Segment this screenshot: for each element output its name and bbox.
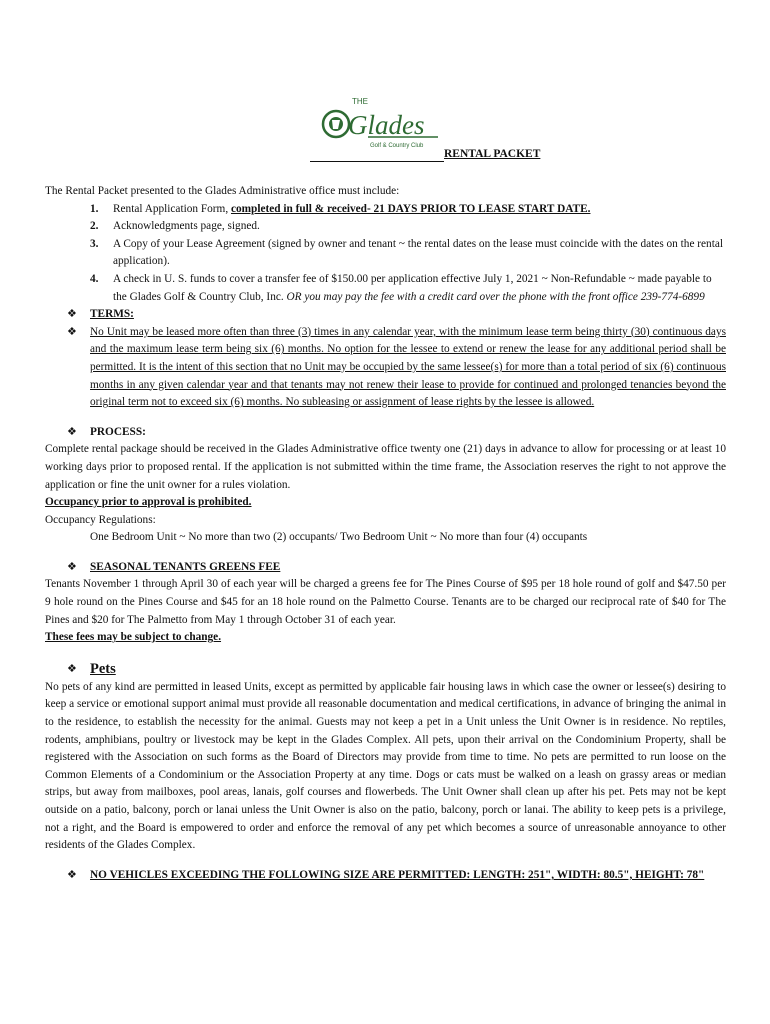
list-item: 3. A Copy of your Lease Agreement (signed by owner and tenant ~ the rental dates on the lease must coincide with the dates on the rental application). <box>90 237 723 268</box>
occupancy-warning: Occupancy prior to approval is prohibited. <box>45 496 252 509</box>
list-item: 2. Acknowledgments page, signed. <box>90 220 260 233</box>
glades-logo <box>312 93 446 153</box>
diamond-bullet-icon: ❖ <box>67 308 77 321</box>
header-row <box>310 146 560 164</box>
requirements-list <box>45 201 726 307</box>
terms-section: ❖ No Unit may be leased more often than three (3) times in any calendar year, with the minimum lease term being thirty (30) continuous days and the maximum lease term being six (6) months. No option for the lessee to extend or renew the lease for any additional period shall be permitted. It is the intent of this section that no Unit may be occupied by the same lessee(s) for more than a total period of six (6) continuous months in any given calendar year and that tenants may not renew their lease to provide for continued and prolonged tenancies beyond the original term not to exceed six (6) months. No subleasing or assignment of lease rights by the lessee is allowed. <box>67 325 726 409</box>
diamond-bullet-icon: ❖ <box>67 662 77 675</box>
process-text: Complete rental package should be received in the Glades Administrative office twenty one (21) days in advance to allow for processing or at least 10 working days prior to proposed rental. If the application is not submitted within the time frame, the Association reserves the right to not approve the application or fine the unit owner for a rules violation. <box>45 443 726 491</box>
intro-text: The Rental Packet presented to the Glades Administrative office must include: <box>45 185 400 197</box>
logo-tagline-text: Golf & Country Club <box>370 143 424 149</box>
process-heading: ❖ PROCESS: <box>45 424 726 442</box>
page-title: RENTAL PACKET <box>444 148 541 160</box>
list-item: 4. A check in U. S. funds to cover a transfer fee of $150.00 per application effective July 1, 2021 ~ Non-Refundable ~ made payable to the Glades Golf & Country Club, Inc. OR you may pay the fee with a credit card over the phone with the front office 239-774-6899 <box>90 272 712 303</box>
diamond-bullet-icon: ❖ <box>67 560 77 573</box>
pets-text: No pets of any kind are permitted in leased Units, except as permitted by applicable fair housing laws in which case the owner or lessee(s) desiring to keep a service or emotional support animal must provide all reasonable documentation and medical certifications, in advance of bringing the animal in to the residence, to establish the necessity for the animal. Guests may not keep a pet in a Unit unless the Unit Owner is in residence. No reptiles, rodents, amphibians, poultry or livestock may be kept in the Glades Complex. All pets, upon their arrival on the Condominium Property, shall be registered with the Association on such forms as the Board of Directors may provide from time to time. No pets are permitted to run loose on the Common Elements of a Condominium or the Association Property at any time. Dogs or cats must be walked on a leash on grassy areas or median strips, but away from mailboxes, pool areas, lanais, golf courses and flowerbeds. The Unit Owner shall clean up after his pet. Pets may not be kept outside on a patio, balcony, porch or lanai unless the Unit Owner is also on the patio, balcony, porch or lanai. The ability to keep pets is a privilege, not a right, and the Board is empowered to order and enforce the removal of any pet which becomes a source of unreasonable annoyance to other residents of the Glades Complex. <box>45 680 726 852</box>
pets-heading: ❖ Pets <box>67 660 116 677</box>
document-body <box>45 183 726 884</box>
header-rule <box>310 161 444 162</box>
terms-heading: ❖ TERMS: <box>45 306 726 324</box>
occupancy-label: Occupancy Regulations: <box>45 513 156 526</box>
seasonal-text: Tenants November 1 through April 30 of each year will be charged a greens fee for The Pines Course of $95 per 18 hole round of golf and $47.50 per 9 hole round on the Pines Course and $45 for an 18 hole round on the Palmetto Course. Tenants are to be charged our reciprocal rate of $40 for The Pines and $20 for The Palmetto from May 1 through October 31 of each year. <box>45 578 726 626</box>
list-item: 1. Rental Application Form, completed in full & received- 21 DAYS PRIOR TO LEASE START DATE. <box>90 202 591 215</box>
diamond-bullet-icon: ❖ <box>67 325 77 338</box>
vehicles-heading: ❖ NO VEHICLES EXCEEDING THE FOLLOWING SIZE ARE PERMITTED: LENGTH: 251", WIDTH: 80.5", HEIGHT: 78" <box>45 867 726 885</box>
occupancy-rule: One Bedroom Unit ~ No more than two (2) occupants/ Two Bedroom Unit ~ No more than four (4) occupants <box>90 531 588 544</box>
seasonal-note: These fees may be subject to change. <box>45 631 222 644</box>
seasonal-heading: ❖ SEASONAL TENANTS GREENS FEE <box>45 559 726 577</box>
logo-name-text: Glades <box>348 110 425 140</box>
diamond-bullet-icon: ❖ <box>67 868 77 881</box>
diamond-bullet-icon: ❖ <box>67 425 77 438</box>
logo-the-text: THE <box>352 97 368 106</box>
